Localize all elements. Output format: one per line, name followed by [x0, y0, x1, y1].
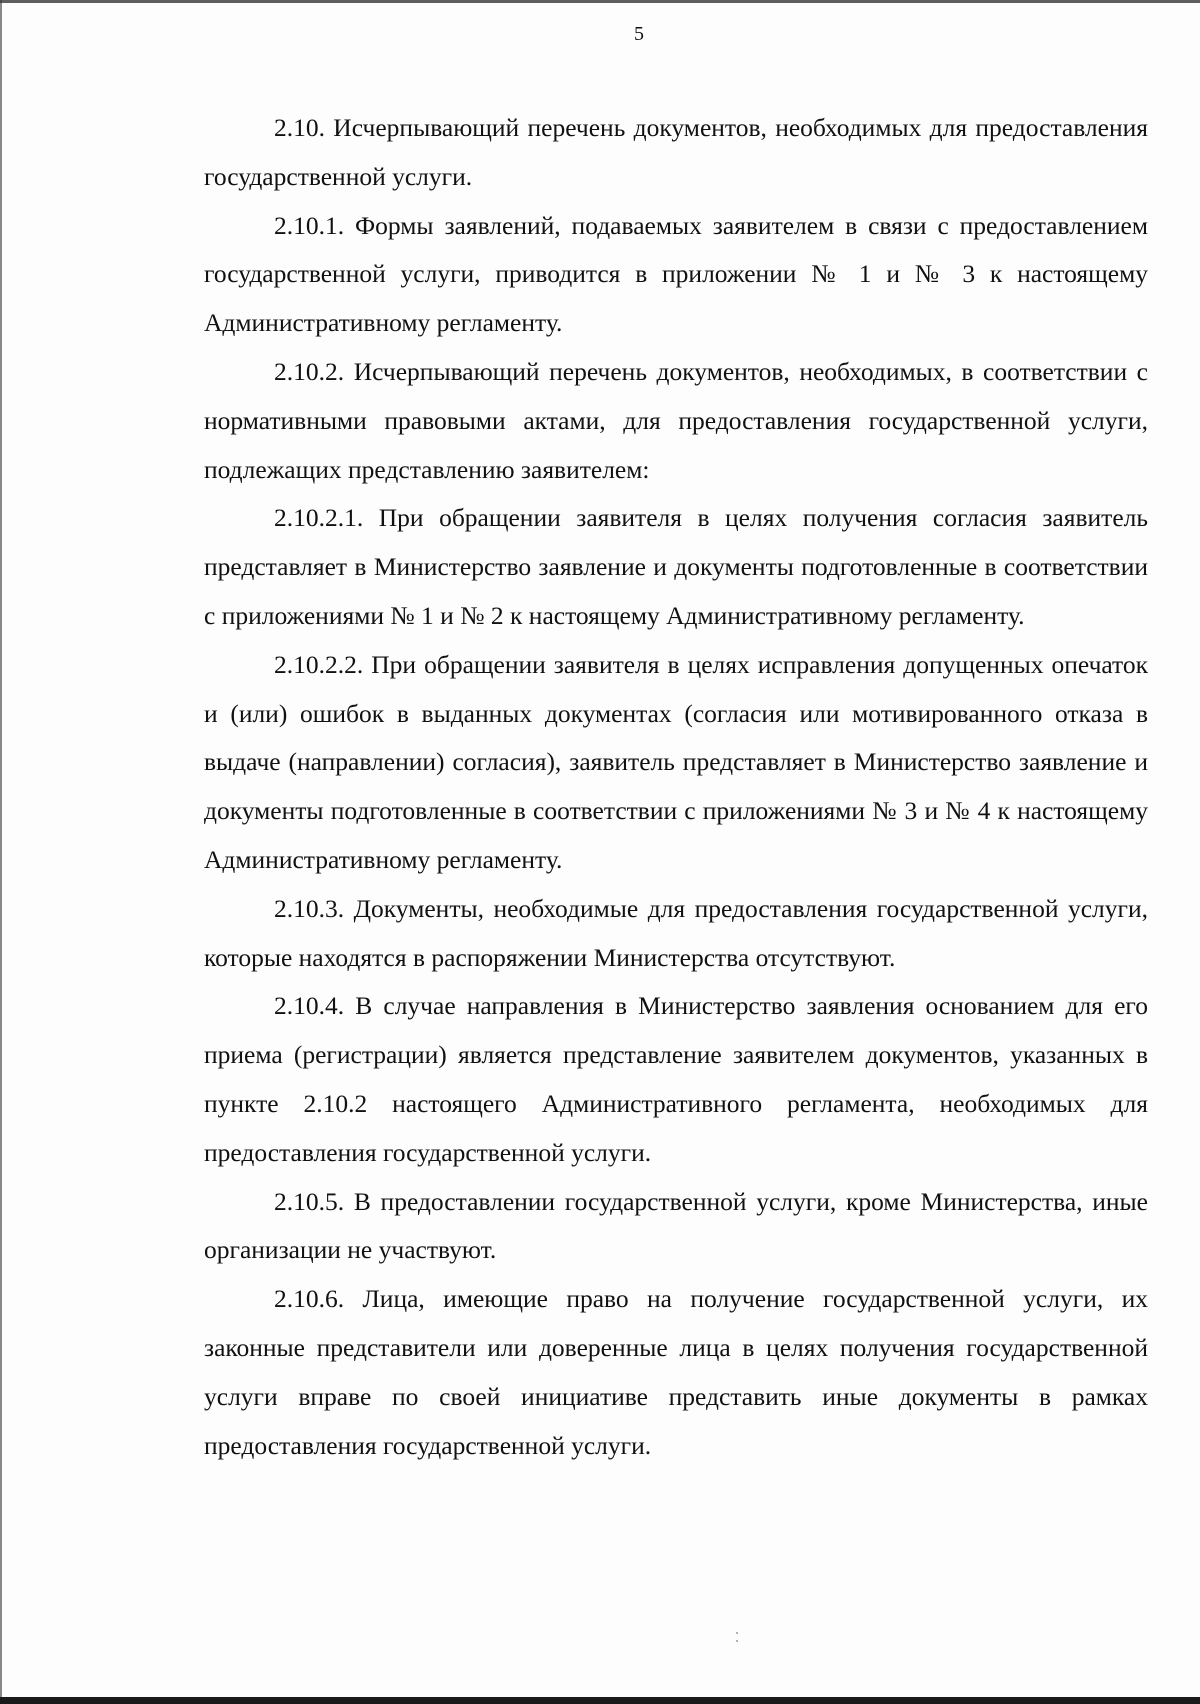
scan-edge-left [0, 0, 2, 1704]
scan-edge-bottom [0, 1697, 1200, 1704]
paragraph-2-10-6: 2.10.6. Лица, имеющие право на получение государственной услуги, их законные представители или доверенные лица в целях получения государственной услуги вправе по своей инициативе представить иные документы в рамках предоставления государственной услуги. [204, 1284, 1148, 1460]
scan-edge-top [0, 0, 1200, 3]
paragraph-2-10-5: 2.10.5. В предоставлении государственной услуги, кроме Министерства, иные организации не участвуют. [204, 1186, 1148, 1265]
paragraph-2-10-2-1: 2.10.2.1. При обращении заявителя в целях получения согласия заявитель представляет в Министерство заявление и документы подготовленные в соответствии с приложениями № 1 и № 2 к настоящему Административному регламенту. [204, 503, 1148, 630]
paragraph-2-10-2: 2.10.2. Исчерпывающий перечень документов, необходимых, в соответствии с нормативными правовыми актами, для предоставления государственной услуги, подлежащих представлению заявителем: [204, 356, 1148, 484]
scan-speck [736, 1640, 738, 1642]
paragraph-2-10-2-2: 2.10.2.2. При обращении заявителя в целях исправления допущенных опечаток и (или) ошибок в выданных документах (согласия или мотивированного отказа в выдаче (направлении) согласия), заявитель представляет в Министерство заявление и документы подготовленные в соответствии с приложениями № 3 и № 4 к настоящему Административному регламенту. [204, 649, 1148, 874]
document-body [204, 104, 1148, 1470]
page-number: 5 [634, 23, 644, 45]
paragraph-2-10-4: 2.10.4. В случае направления в Министерство заявления основанием для его приема (регистрации) является представление заявителем документов, указанных в пункте 2.10.2 настоящего Административного регламента, необходимых для предоставления государственной услуги. [204, 991, 1148, 1167]
paragraph-2-10-3: 2.10.3. Документы, необходимые для предоставления государственной услуги, которые находятся в распоряжении Министерства отсутствуют. [204, 893, 1148, 972]
paragraph-2-10-1: 2.10.1. Формы заявлений, подаваемых заявителем в связи с предоставлением государственной услуги, приводится в приложении № 1 и № 3 к настоящему Административному регламенту. [204, 210, 1148, 338]
scan-speck [736, 1632, 738, 1634]
paragraph-2-10: 2.10. Исчерпывающий перечень документов, необходимых для предоставления государственной услуги. [204, 113, 1148, 191]
